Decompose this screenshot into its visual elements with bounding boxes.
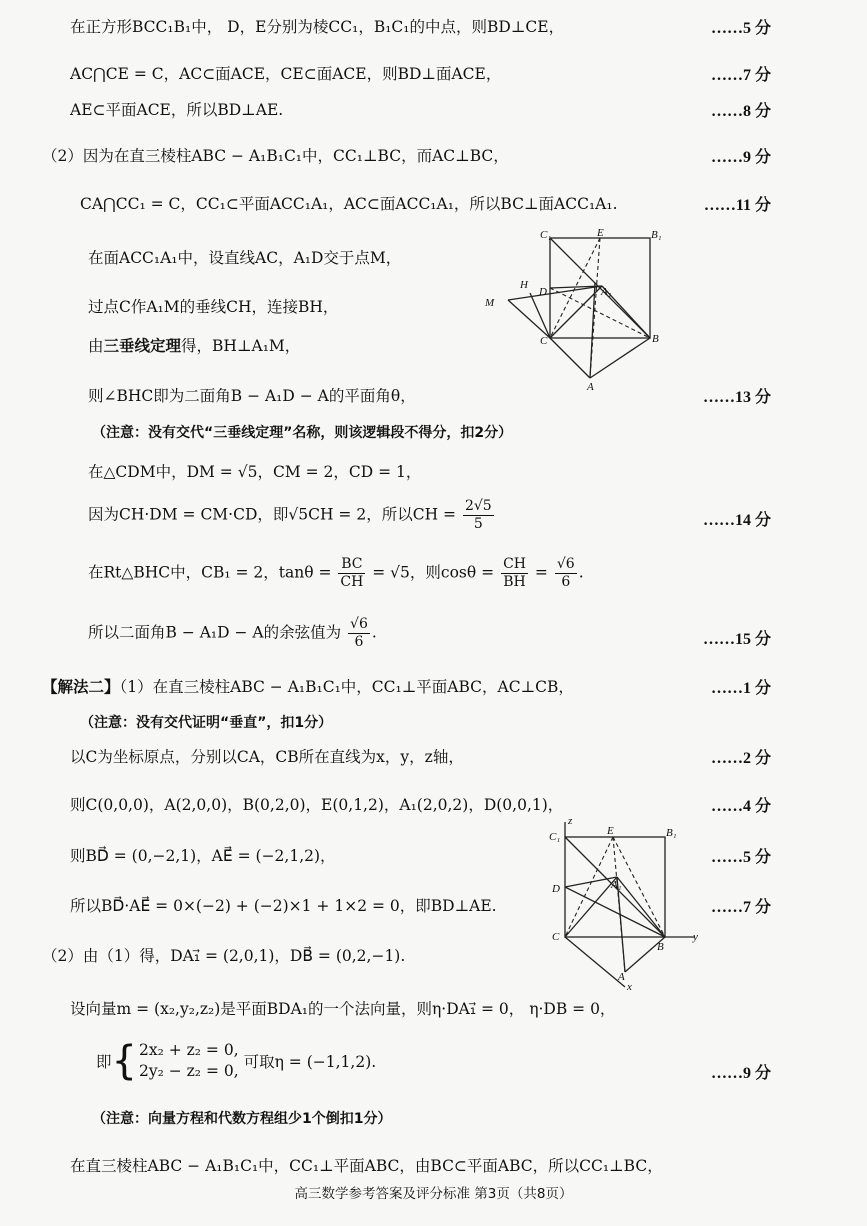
fraction-answer-num: √6 xyxy=(350,616,368,632)
fraction-ch-num: 2√5 xyxy=(464,498,492,514)
fig2-label-x: x xyxy=(627,981,632,992)
line-5: CA⋂CC₁ = C，CC₁⊂平面ACC₁A₁，AC⊂面ACC₁A₁，所以BC⊥面ACC₁A₁. xyxy=(80,195,618,213)
line-22: 在直三棱柱ABC − A₁B₁C₁中，CC₁⊥平面ABC，由BC⊂平面ABC，所以CC₁⊥BC， xyxy=(70,1157,663,1175)
line-9: 则∠BHC即为二面角B − A₁D − A的平面角θ， xyxy=(88,387,416,405)
line-12: 在Rt△BHC中，CB₁ = 2，tanθ = $\frac{BC}{CH}$ = √5，则cosθ = $\frac{CH}{BH}$ = $\frac{√6}{6}$ . xyxy=(88,556,584,590)
fig2-label-a1: A₁ xyxy=(611,879,622,891)
line-2: AC⋂CE = C，AC⊂面ACE，CE⊂面ACE，则BD⊥面ACE， xyxy=(70,65,502,83)
line-12-mid: = √5，则cosθ = xyxy=(372,563,495,582)
score-14: ……14 分 xyxy=(702,512,771,529)
line-12-eq: = xyxy=(534,563,548,582)
score-2: ……2 分 xyxy=(710,750,771,767)
score-5b: ……5 分 xyxy=(710,849,771,866)
fig1-label-c: C xyxy=(540,335,548,347)
fraction-tan-den: CH xyxy=(340,573,364,590)
fig1-label-b1: B₁ xyxy=(651,229,662,241)
score-9b: ……9 分 xyxy=(710,1065,771,1082)
line-8 xyxy=(88,334,300,356)
line-8-pre: 由 xyxy=(88,337,104,355)
line-11 xyxy=(88,498,496,533)
fraction-cos-num: CH xyxy=(503,556,526,572)
line-17: 则BD⃗ = (0,−2,1)，AE⃗ = (−2,1,2)， xyxy=(70,847,336,865)
fraction-answer xyxy=(348,616,370,651)
fig2-label-e: E xyxy=(607,825,614,837)
equation-2: 2y₂ − z₂ = 0, xyxy=(138,1061,239,1080)
fraction-tan xyxy=(338,556,365,591)
figure-prism-2 xyxy=(535,812,705,992)
brace-icon: { xyxy=(111,1037,137,1084)
line-16: 则C(0,0,0)，A(2,0,0)，B(0,2,0)，E(0,1,2)，A₁(2,0,2)，D(0,0,1)， xyxy=(70,796,564,814)
note-equations: （注意：向量方程和代数方程组少1个倒扣1分） xyxy=(92,1111,392,1127)
note-perpendicular: （注意：没有交代证明“垂直”，扣1分） xyxy=(80,715,333,731)
line-1: 在正方形BCC₁B₁中， D，E分别为棱CC₁，B₁C₁的中点，则BD⊥CE， xyxy=(70,18,565,36)
fraction-cos-value xyxy=(555,556,577,591)
fig2-label-c: C xyxy=(552,931,560,943)
line-19: （2）由（1）得，DA₁⃗ = (2,0,1)，DB⃗ = (0,2,−1). xyxy=(42,947,406,965)
fraction-cos xyxy=(501,556,528,591)
theorem-name: 三垂线定理 xyxy=(103,336,182,355)
line-21 xyxy=(96,1037,377,1084)
score-7: ……7 分 xyxy=(710,67,771,84)
fraction-cos-value-num: √6 xyxy=(556,556,575,572)
fraction-ch-den: 5 xyxy=(473,515,483,532)
score-5: ……5 分 xyxy=(710,20,771,37)
fig1-label-d: D xyxy=(539,286,547,298)
line-18: 所以BD⃗·AE⃗ = 0×(−2) + (−2)×1 + 1×2 = 0，即BD⊥AE. xyxy=(70,897,497,915)
line-4: （2）因为在直三棱柱ABC − A₁B₁C₁中，CC₁⊥BC，而AC⊥BC， xyxy=(42,147,509,165)
fraction-cos-value-den: 6 xyxy=(561,573,571,590)
score-11: ……11 分 xyxy=(703,197,771,214)
fig2-label-b1: B₁ xyxy=(666,827,677,839)
fig1-label-e: E xyxy=(597,228,604,239)
line-3: AE⊂平面ACE，所以BD⊥AE. xyxy=(70,101,284,119)
line-21-post: 可取η = (−1,1,2). xyxy=(243,1052,377,1071)
fig2-label-a: A xyxy=(618,971,625,983)
method-two-label: 【解法二】 xyxy=(42,677,120,696)
line-12-text: 在Rt△BHC中，CB₁ = 2，tanθ = xyxy=(88,563,332,582)
fig1-label-c1: C₁ xyxy=(540,229,552,241)
line-11-text: 因为CH·DM = CM·CD，即√5CH = 2，所以CH = xyxy=(88,505,456,524)
score-13: ……13 分 xyxy=(702,389,771,406)
note-theorem: （注意：没有交代“三垂线定理”名称，则该逻辑段不得分，扣2分） xyxy=(92,425,513,441)
fig1-label-a1: A₁ xyxy=(601,286,612,298)
fig2-label-b: B xyxy=(657,941,664,953)
line-13: 所以二面角B − A₁D − A的余弦值为 $\frac{√6}{6}$ . xyxy=(88,616,377,650)
score-8: ……8 分 xyxy=(710,103,771,120)
line-13-text: 所以二面角B − A₁D − A的余弦值为 xyxy=(88,623,342,642)
score-9a: ……9 分 xyxy=(710,149,771,166)
fig2-label-z: z xyxy=(568,815,573,827)
line-10: 在△CDM中，DM = √5，CM = 2，CD = 1， xyxy=(88,463,422,481)
line-14-text: （1）在直三棱柱ABC − A₁B₁C₁中，CC₁⊥平面ABC，AC⊥CB， xyxy=(119,678,574,696)
fig1-label-h: H xyxy=(520,279,528,291)
figure-prism-1 xyxy=(480,228,680,398)
score-15: ……15 分 xyxy=(702,631,771,648)
fig2-label-d: D xyxy=(552,883,560,895)
fig1-label-b: B xyxy=(652,333,659,345)
line-6: 在面ACC₁A₁中，设直线AC，A₁D交于点M， xyxy=(88,249,402,267)
score-7b: ……7 分 xyxy=(710,899,771,916)
score-4: ……4 分 xyxy=(710,798,771,815)
fig1-label-m: M xyxy=(485,297,495,309)
score-1: ……1 分 xyxy=(710,680,771,697)
line-7: 过点C作A₁M的垂线CH，连接BH， xyxy=(88,298,339,316)
fraction-cos-den: BH xyxy=(503,573,526,590)
equation-system xyxy=(139,1040,239,1082)
fig2-label-c1: C₁ xyxy=(549,831,561,843)
equation-1: 2x₂ + z₂ = 0, xyxy=(138,1041,239,1059)
line-14 xyxy=(42,675,574,697)
fig1-label-a: A xyxy=(587,381,594,393)
line-15: 以C为坐标原点，分别以CA，CB所在直线为x，y，z轴， xyxy=(70,748,464,766)
fig2-label-y: y xyxy=(693,931,698,943)
fraction-answer-den: 6 xyxy=(354,633,364,650)
line-8-post: 得，BH⊥A₁M， xyxy=(181,337,301,355)
page-footer: 高三数学参考答案及评分标准 第3页（共8页） xyxy=(294,1186,573,1202)
fraction-ch xyxy=(463,498,494,533)
line-21-pre: 即 xyxy=(96,1052,112,1071)
fraction-tan-num: BC xyxy=(338,556,365,574)
line-20: 设向量m = (x₂,y₂,z₂)是平面BDA₁的一个法向量，则η·DA₁⃗ = 0， η·DB = 0， xyxy=(70,1000,616,1018)
